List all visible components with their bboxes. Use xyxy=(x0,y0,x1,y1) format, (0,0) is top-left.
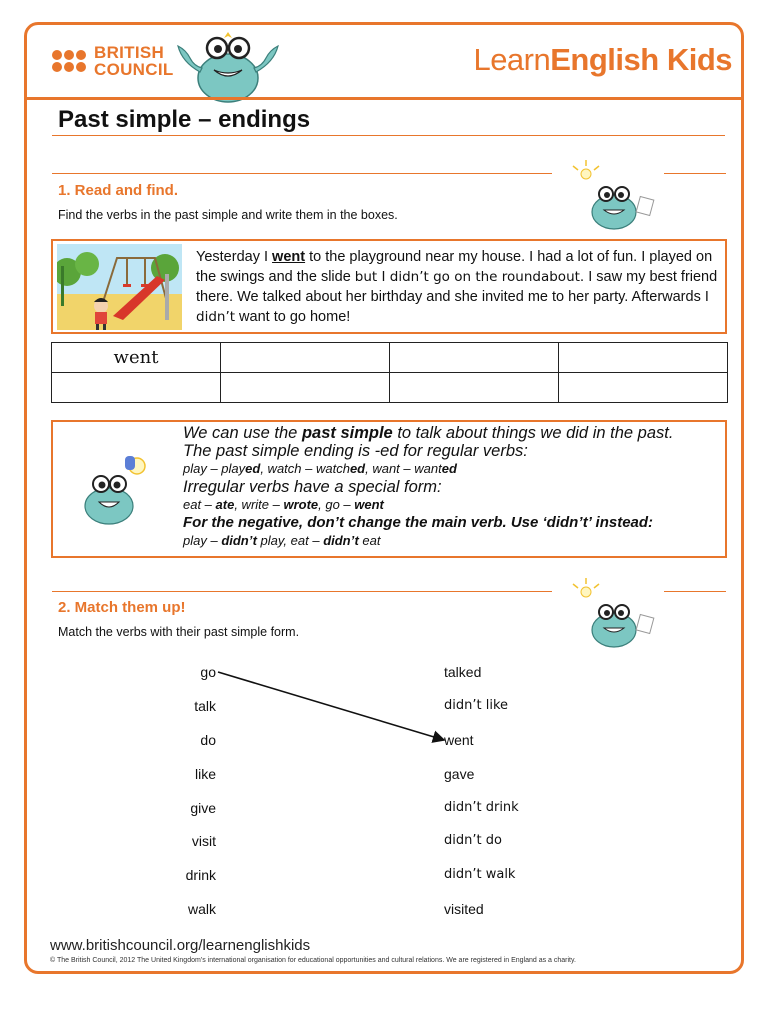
story-part3: but I didn’t go on the roundabout. xyxy=(354,269,585,285)
grammar-l7c: play, eat – xyxy=(256,533,324,548)
answer-cell[interactable] xyxy=(221,343,390,373)
header-divider xyxy=(27,97,741,100)
right-verb[interactable]: visited xyxy=(444,901,484,917)
mascot-idea-icon-2 xyxy=(570,578,662,650)
grammar-line7 xyxy=(183,532,728,550)
story-part6: want to go home! xyxy=(235,309,351,325)
left-verb[interactable]: give xyxy=(190,800,216,816)
right-verb[interactable]: didn’t drink xyxy=(444,800,519,815)
answer-cell[interactable] xyxy=(390,373,559,403)
story-part2: to the playground near my house. I had a lot of fun. I played on the swings and the slide xyxy=(196,249,713,285)
section2-rule-left xyxy=(52,591,552,592)
grammar-l5d: wrote xyxy=(283,497,319,512)
section1-rule-left xyxy=(52,173,552,174)
section1-rule-right xyxy=(664,173,726,174)
story-part4: I saw my best friend there. We talked about her birthday and she invited me to her party. Afterwards xyxy=(196,269,718,305)
grammar-l3a: play – play xyxy=(183,461,246,476)
page-title: Past simple – endings xyxy=(58,106,311,133)
footer-copyright: © The British Council, 2012 The United Kingdom’s international organisation for educational opportunities and cultural relations. We are registered in England as a charity. xyxy=(50,957,576,964)
grammar-l3c: , watch – watch xyxy=(260,461,350,476)
learnenglish-kids-logo xyxy=(473,42,732,78)
mascot-grammar-icon xyxy=(79,452,165,526)
right-verb[interactable]: didn’t do xyxy=(444,833,502,848)
answer-cell[interactable]: went xyxy=(52,343,221,373)
answer-row xyxy=(52,373,728,403)
grammar-l3f: ed xyxy=(441,461,457,476)
grammar-l5f: went xyxy=(354,497,384,512)
grammar-box xyxy=(51,420,727,558)
brand-line2: COUNCIL xyxy=(94,60,174,79)
mascot-header-icon xyxy=(172,28,284,104)
section1-instruction: Find the verbs in the past simple and write them in the boxes. xyxy=(58,208,398,222)
mascot-idea-icon xyxy=(570,160,662,232)
brand-line1: BRITISH xyxy=(94,43,165,62)
footer-url[interactable]: www.britishcouncil.org/learnenglishkids xyxy=(50,937,311,954)
grammar-l5b: ate xyxy=(215,497,235,512)
grammar-l3d: ed xyxy=(349,461,366,476)
story-text xyxy=(196,247,726,327)
story-example-verb: went xyxy=(272,249,306,265)
answer-row xyxy=(52,343,728,373)
grammar-line4: Irregular verbs have a special form: xyxy=(183,478,442,496)
left-verb[interactable]: drink xyxy=(185,867,216,883)
grammar-l5e: , go – xyxy=(318,497,355,512)
grammar-l5c: , write – xyxy=(234,497,284,512)
answer-cell[interactable] xyxy=(559,343,728,373)
title-divider xyxy=(52,135,725,136)
grammar-l7b: didn’t xyxy=(221,533,257,548)
section2-rule-right xyxy=(664,591,726,592)
story-part1: Yesterday I xyxy=(196,249,273,265)
british-council-logo xyxy=(52,44,174,78)
grammar-line5 xyxy=(183,496,728,514)
left-verb[interactable]: talk xyxy=(194,698,216,714)
grammar-line2: The past simple ending is -ed for regular verbs: xyxy=(183,442,528,460)
grammar-l1a: We can use the xyxy=(183,424,302,442)
grammar-l7a: play – xyxy=(183,533,222,548)
site-name-part2: English Kids xyxy=(550,42,732,77)
left-verb[interactable]: walk xyxy=(187,901,216,917)
answer-table xyxy=(51,342,728,403)
grammar-l7e: eat xyxy=(358,533,381,548)
grammar-line1 xyxy=(183,424,728,442)
left-verb[interactable]: visit xyxy=(191,833,216,849)
right-verb[interactable]: gave xyxy=(444,766,475,782)
grammar-line6: For the negative, don’t change the main verb. Use ‘didn’t’ instead: xyxy=(183,514,654,531)
left-verb[interactable]: do xyxy=(200,732,216,748)
left-verb[interactable]: go xyxy=(200,664,216,680)
grammar-l5a: eat – xyxy=(183,497,216,512)
site-name-part1: Learn xyxy=(473,42,551,77)
grammar-l3e: , want – want xyxy=(365,461,442,476)
section1-title: 1. Read and find. xyxy=(58,182,179,199)
answer-cell[interactable] xyxy=(221,373,390,403)
playground-illustration xyxy=(57,244,182,330)
grammar-line3 xyxy=(183,460,728,478)
answer-cell[interactable] xyxy=(52,373,221,403)
section2-title: 2. Match them up! xyxy=(58,599,186,616)
grammar-l3b: ed xyxy=(245,461,261,476)
answer-cell[interactable] xyxy=(559,373,728,403)
grammar-l1b: past simple xyxy=(301,424,393,442)
story-part5: I didn’t xyxy=(196,289,709,325)
section2-instruction: Match the verbs with their past simple form. xyxy=(58,625,300,639)
logo-dots-icon xyxy=(52,50,86,72)
right-verb[interactable]: went xyxy=(444,732,474,748)
right-verb[interactable]: talked xyxy=(444,664,482,680)
grammar-l7d: didn’t xyxy=(323,533,359,548)
right-verb[interactable]: didn’t walk xyxy=(444,867,516,882)
answer-cell[interactable] xyxy=(390,343,559,373)
right-verb[interactable]: didn’t like xyxy=(444,698,509,713)
grammar-text xyxy=(183,424,728,550)
left-verb[interactable]: like xyxy=(194,766,216,782)
grammar-l1c: to talk about things we did in the past. xyxy=(392,424,674,442)
